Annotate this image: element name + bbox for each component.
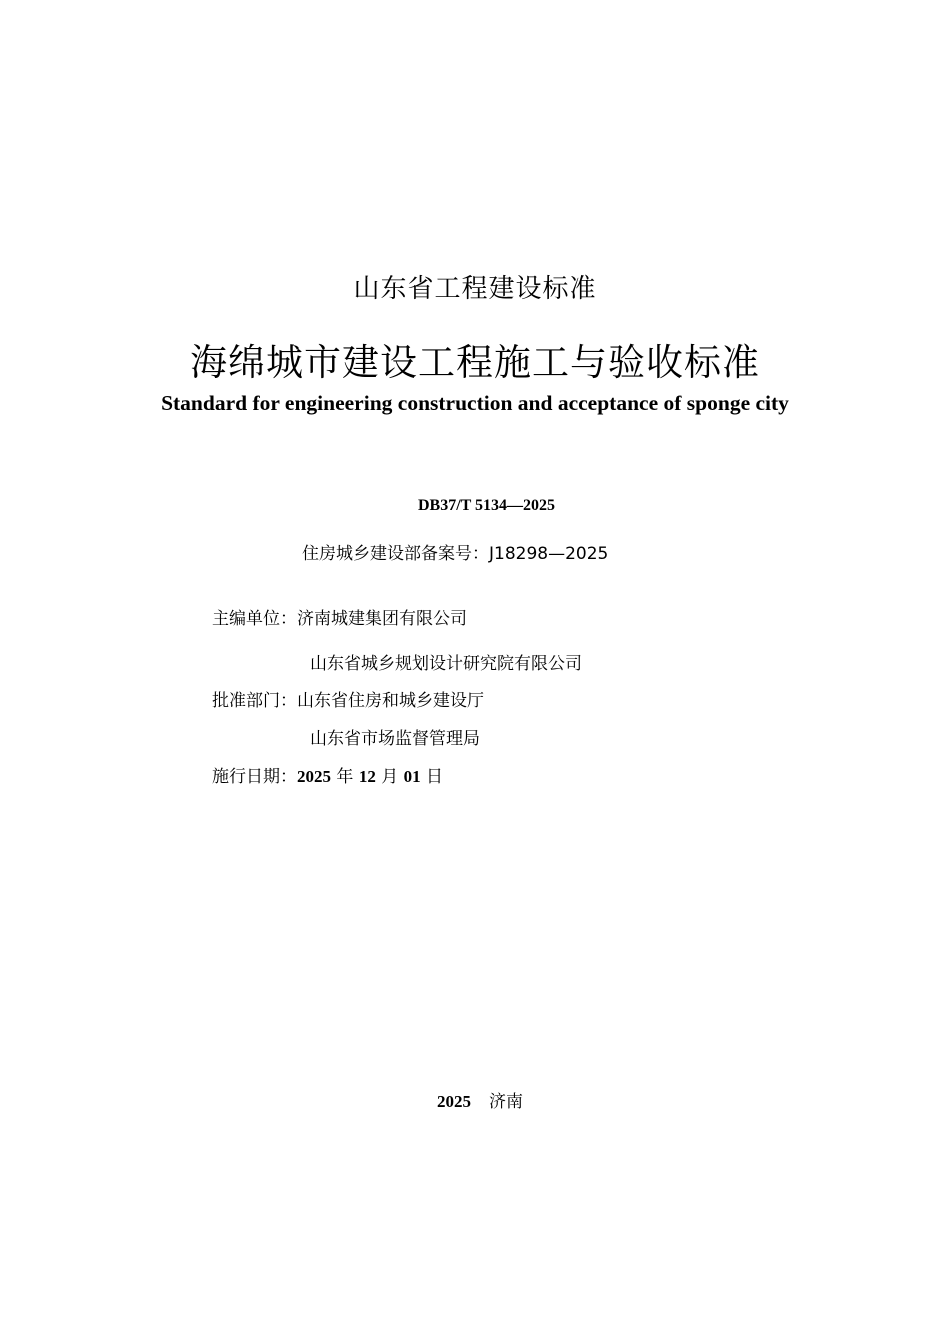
effective-date-row	[212, 762, 443, 787]
standard-number: DB37/T 5134—2025	[418, 497, 556, 514]
publication-city: 济南	[489, 1092, 523, 1112]
record-number: 住房城乡建设部备案号：J18298—2025	[302, 544, 609, 564]
document-title-chinese: 海绵城市建设工程施工与验收标准	[190, 341, 760, 384]
editor-secondary: 山东省城乡规划设计研究院有限公司	[310, 654, 582, 674]
editor-primary: 济南城建集团有限公司	[297, 609, 467, 629]
publication-year: 2025	[437, 1092, 471, 1111]
approver-primary: 山东省住房和城乡建设厅	[297, 691, 484, 711]
standard-category: 山东省工程建设标准	[353, 274, 597, 304]
document-title-english: Standard for engineering construction and acceptance of sponge city	[161, 391, 789, 415]
publication-footer	[437, 1087, 523, 1112]
approver-secondary: 山东省市场监督管理局	[310, 729, 480, 749]
effective-year: 2025	[297, 767, 331, 786]
editor-row	[212, 604, 467, 629]
day-unit: 日	[426, 767, 444, 787]
month-unit: 月	[381, 767, 399, 787]
year-unit: 年	[336, 767, 354, 787]
approver-label: 批准部门：	[212, 691, 297, 711]
effective-month: 12	[358, 767, 376, 786]
effective-day: 01	[403, 767, 421, 786]
effective-date-label: 施行日期：	[212, 767, 297, 787]
approver-row	[212, 686, 484, 711]
editor-label: 主编单位：	[212, 609, 297, 629]
